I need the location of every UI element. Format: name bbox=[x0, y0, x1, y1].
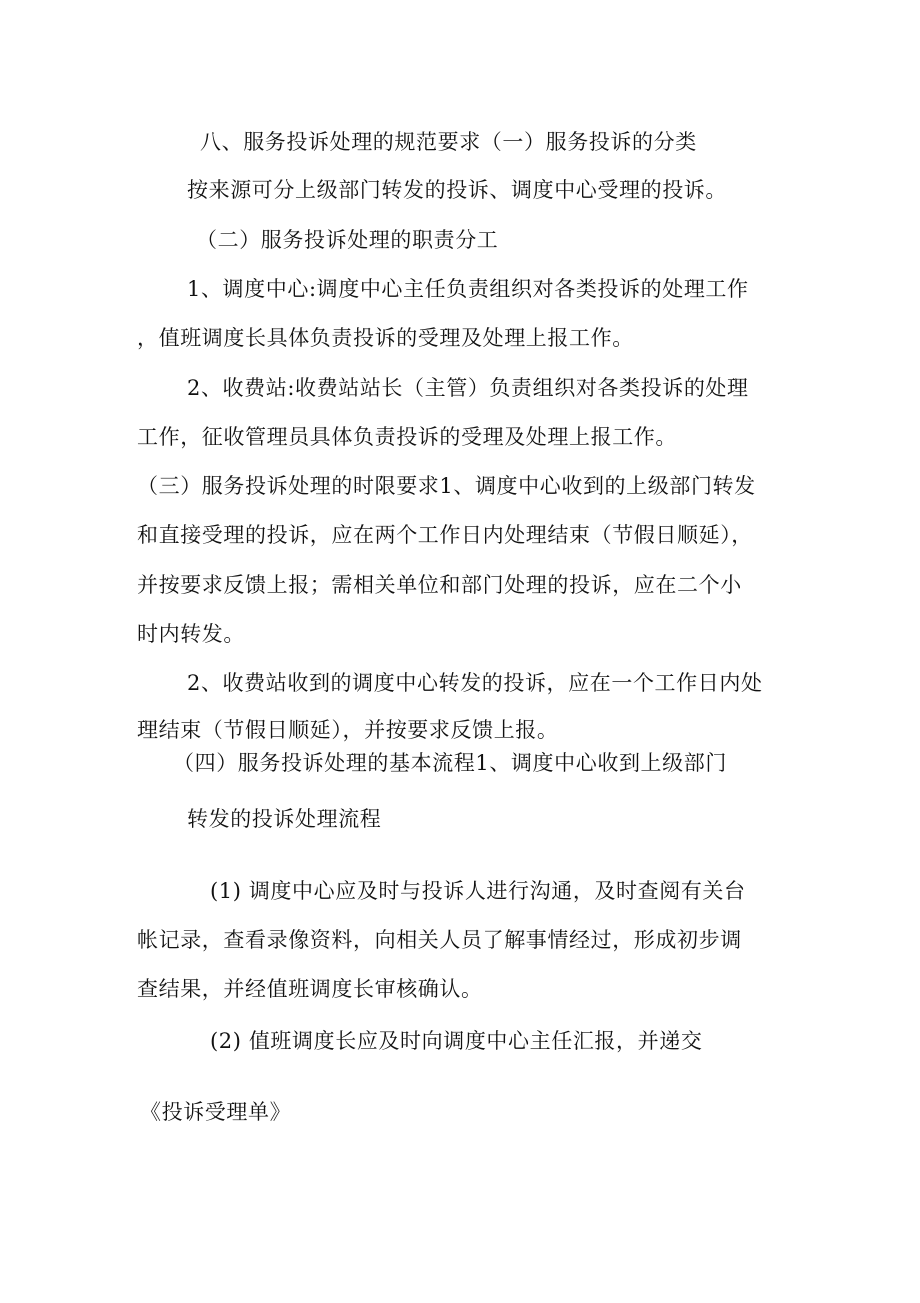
list-item-1: (1) 调度中心应及时与投诉人进行沟通，及时查阅有关台 bbox=[210, 879, 746, 903]
form-name: 《投诉受理单》 bbox=[140, 1100, 292, 1124]
paragraph-line: 2、收费站:收费站站长（主管）负责组织对各类投诉的处理 bbox=[187, 376, 749, 400]
paragraph-line: 查结果，并经值班调度长审核确认。 bbox=[137, 977, 483, 1001]
paragraph-line: 1、调度中心:调度中心主任负责组织对各类投诉的处理工作 bbox=[187, 277, 749, 301]
paragraph-line: 理结束（节假日顺延），并按要求反馈上报。 bbox=[137, 718, 559, 742]
paragraph-line: 和直接受理的投诉，应在两个工作日内处理结束（节假日顺延）， bbox=[137, 523, 753, 547]
subsection-heading-2: （二）服务投诉处理的职责分工 bbox=[196, 228, 499, 252]
paragraph-line: 时内转发。 bbox=[137, 622, 245, 646]
paragraph-line: 工作，征收管理员具体负责投诉的受理及处理上报工作。 bbox=[137, 425, 677, 449]
paragraph-line: 按来源可分上级部门转发的投诉、调度中心受理的投诉。 bbox=[187, 178, 727, 202]
paragraph-line: 并按要求反馈上报；需相关单位和部门处理的投诉，应在二个小 bbox=[137, 573, 742, 597]
paragraph-line: ，值班调度长具体负责投诉的受理及处理上报工作。 bbox=[137, 326, 634, 350]
section-heading-8: 八、服务投诉处理的规范要求（一）服务投诉的分类 bbox=[200, 130, 697, 154]
paragraph-line: 帐记录，查看录像资料，向相关人员了解事情经过，形成初步调 bbox=[137, 928, 742, 952]
list-item-2: (2) 值班调度长应及时向调度中心主任汇报，并递交 bbox=[210, 1029, 703, 1053]
subsection-heading-3: （三）服务投诉处理的时限要求1、调度中心收到的上级部门转发 bbox=[137, 474, 756, 498]
paragraph-line: 转发的投诉处理流程 bbox=[187, 807, 382, 831]
subsection-heading-4: （四）服务投诉处理的基本流程1、调度中心收到上级部门 bbox=[173, 751, 727, 775]
paragraph-line: 2、收费站收到的调度中心转发的投诉，应在一个工作日内处 bbox=[187, 671, 763, 695]
